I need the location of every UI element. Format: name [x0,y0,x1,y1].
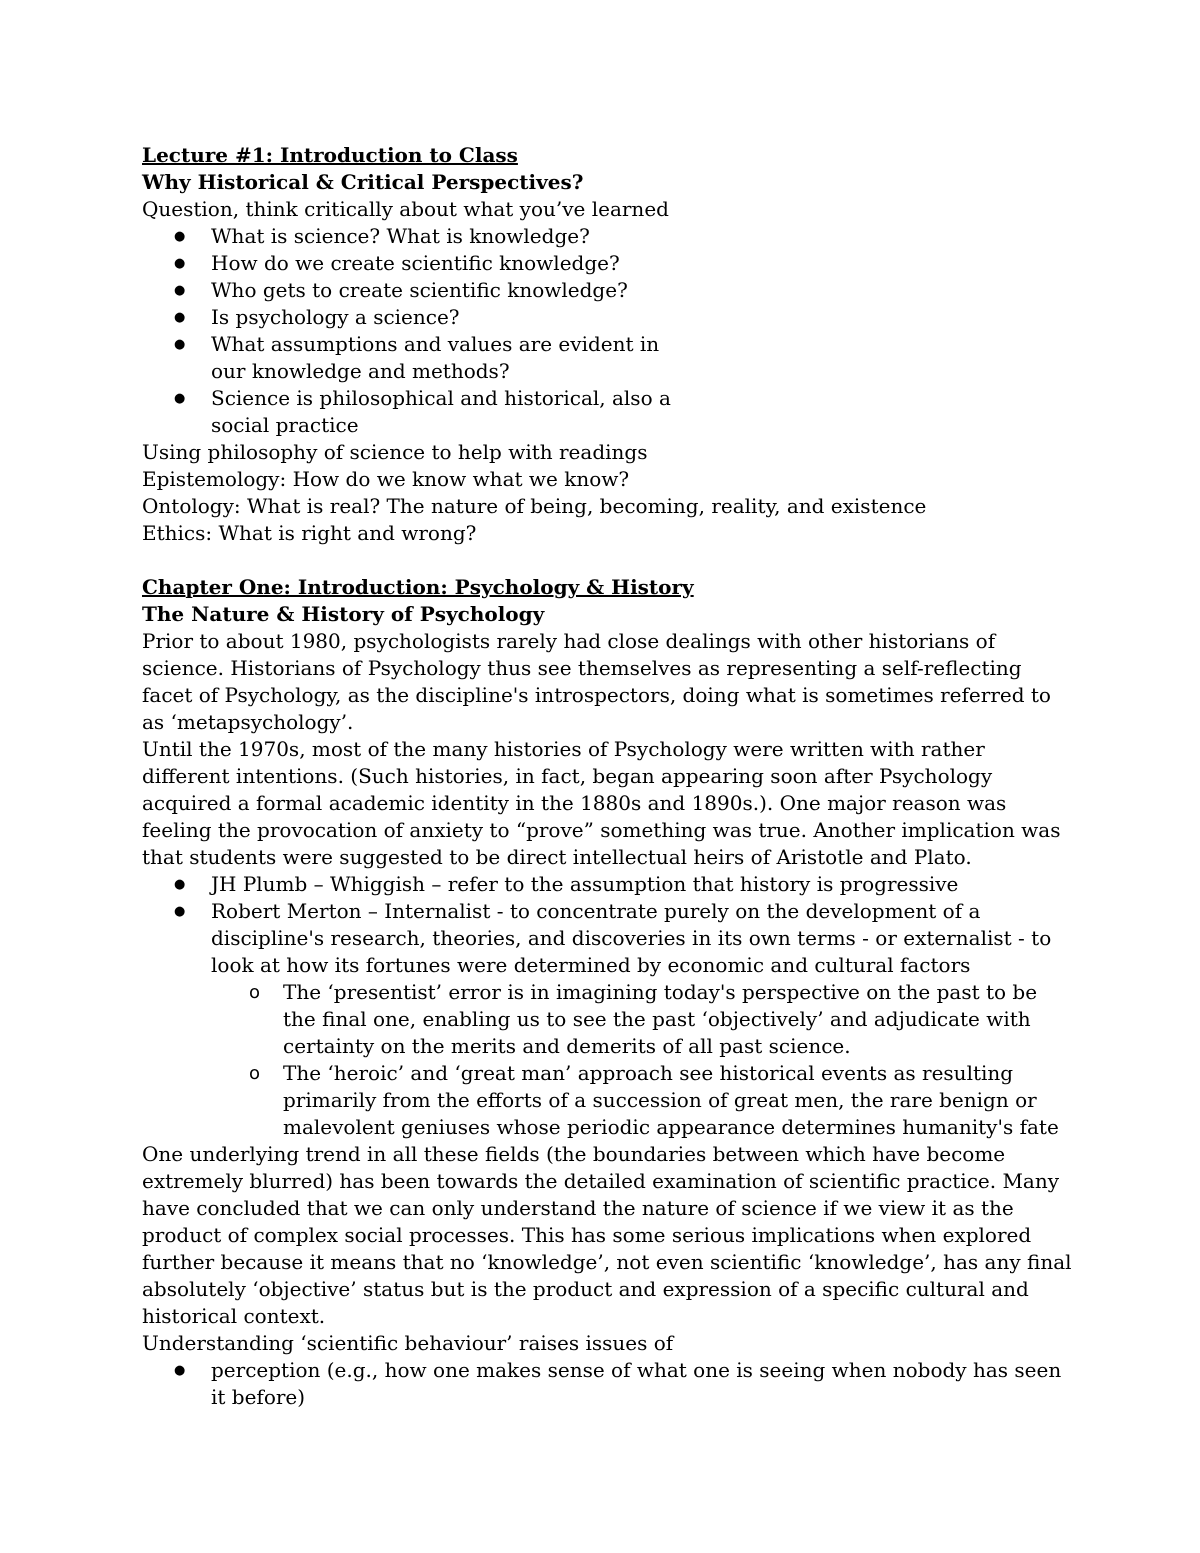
chapter-paragraph: Understanding ‘scientific behaviour’ raises issues of [142,1331,674,1355]
chapter-subtitle: The Nature & History of Psychology [142,602,545,626]
chapter-sub-bullet-list [142,979,1072,1141]
list-item: ● What assumptions and values are evident in our knowledge and methods? [142,331,686,385]
list-item: ● How do we create scientific knowledge? [142,250,1072,277]
list-item-text: Robert Merton – Internalist - to concentrate purely on the development of a discipline's research, theories, and discoveries in its own terms - or externalist - to look at how its fortunes were determined by economic and cultural factors [211,899,1052,977]
list-item: ● JH Plumb – Whiggish – refer to the assumption that history is progressive [142,871,1072,898]
list-item: ● perception (e.g., how one makes sense of what one is seeing when nobody has seen it before) [142,1357,1072,1411]
list-item: ● What is science? What is knowledge? [142,223,1072,250]
section-spacer [142,547,1072,574]
lecture-line: Using philosophy of science to help with readings [142,440,648,464]
chapter-paragraph: One underlying trend in all these fields (the boundaries between which have become extremely blurred) has been towards the detailed examination of scientific practice. Many have concluded that we can only understand the nature of science if we view it as the product of complex social processes. This has some serious implications when explored further because it means that no ‘knowledge’, not even scientific ‘knowledge’, has any final absolutely ‘objective’ status but is the product and expression of a specific cultural and historical context. [142,1142,1072,1328]
lecture-title: Lecture #1: Introduction to Class [142,143,518,167]
chapter-title: Chapter One: Introduction: Psychology & History [142,575,694,599]
list-item: ● Is psychology a science? [142,304,1072,331]
list-item: ● Science is philosophical and historical, also a social practice [142,385,686,439]
lecture-intro: Question, think critically about what you’ve learned [142,197,669,221]
list-item [142,898,1072,979]
lecture-line: Ontology: What is real? The nature of being, becoming, reality, and existence [142,494,927,518]
lecture-line: Epistemology: How do we know what we know? [142,467,630,491]
lecture-bullet-list [142,223,1072,439]
list-item: o The ‘presentist’ error is in imagining today's perspective on the past to be the final one, enabling us to see the past ‘objectively’ and adjudicate with certainty on the merits and demerits of all past science. [211,979,1072,1060]
list-item: ● Who gets to create scientific knowledge? [142,277,1072,304]
chapter-paragraph: Until the 1970s, most of the many histories of Psychology were written with rather different intentions. (Such histories, in fact, began appearing soon after Psychology acquired a formal academic identity in the 1880s and 1890s.). One major reason was feeling the provocation of anxiety to “prove” something was true. Another implication was that students were suggested to be direct intellectual heirs of Aristotle and Plato. [142,737,1061,869]
list-item: o The ‘heroic’ and ‘great man’ approach see historical events as resulting primarily from the efforts of a succession of great men, the rare benign or malevolent geniuses whose periodic appearance determines humanity's fate [211,1060,1072,1141]
chapter-final-bullet-list [142,1357,1072,1411]
lecture-line: Ethics: What is right and wrong? [142,521,477,545]
document-page [142,142,1072,1411]
chapter-paragraph: Prior to about 1980, psychologists rarely had close dealings with other historians of science. Historians of Psychology thus see themselves as representing a self-reflecting facet of Psychology, as the discipline's introspectors, doing what is sometimes referred to as ‘metapsychology’. [142,629,1051,734]
lecture-subtitle: Why Historical & Critical Perspectives? [142,170,584,194]
chapter-bullet-list [142,871,1072,979]
